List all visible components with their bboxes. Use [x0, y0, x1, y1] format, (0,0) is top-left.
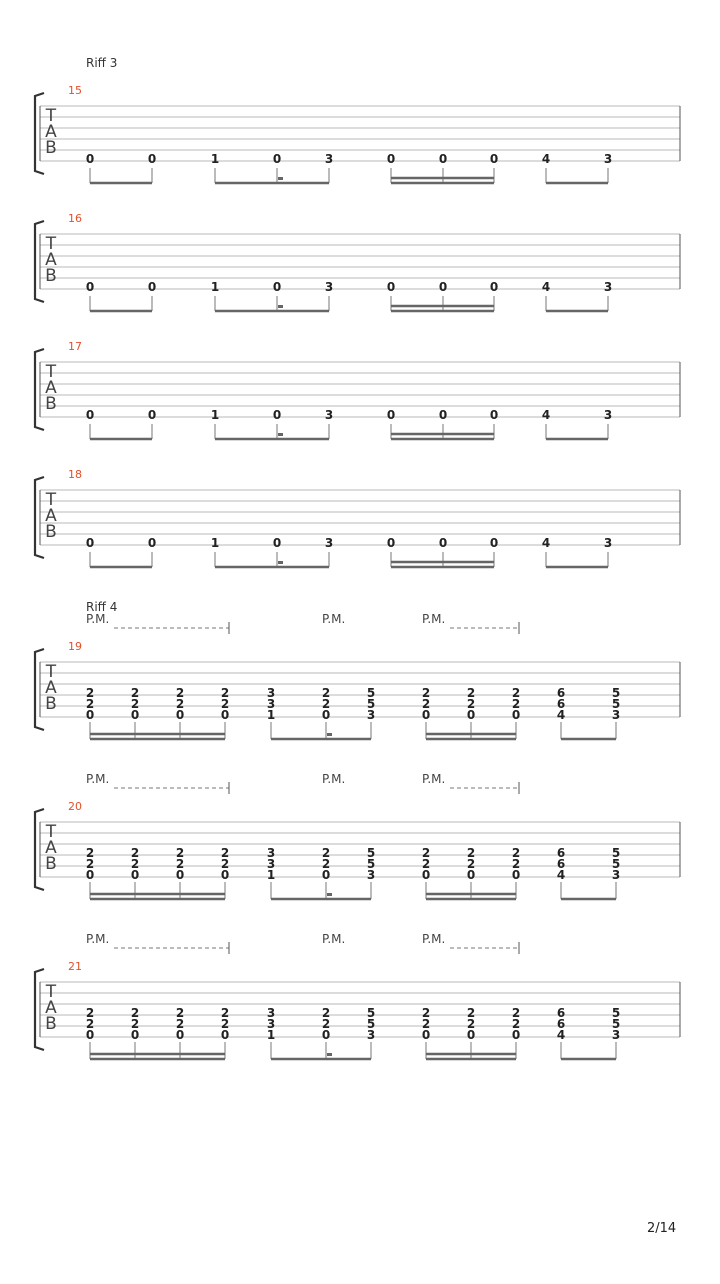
tab-letter: T: [45, 106, 57, 126]
fret-number: 3: [603, 280, 613, 294]
fret-number: 3: [324, 280, 334, 294]
chord-fret-number: 6: [556, 686, 566, 700]
tab-letter: T: [45, 662, 57, 682]
fret-number: 0: [438, 408, 448, 422]
chord-fret-number: 0: [321, 868, 331, 882]
tab-letter: T: [45, 822, 57, 842]
chord-fret-number: 0: [511, 708, 521, 722]
fret-number: 0: [85, 280, 95, 294]
palm-mute-label: P.M.: [86, 932, 110, 946]
palm-mute-label: P.M.: [322, 612, 346, 626]
fret-number: 0: [438, 536, 448, 550]
fret-number: 0: [147, 536, 157, 550]
chord-fret-number: 2: [511, 686, 521, 700]
chord-fret-number: 2: [421, 846, 431, 860]
chord-fret-number: 0: [130, 1028, 140, 1042]
chord-fret-number: 6: [556, 1006, 566, 1020]
fret-number: 0: [386, 280, 396, 294]
tab-letter: B: [45, 522, 57, 542]
chord-fret-number: 2: [511, 697, 521, 711]
rhythm-dot: [327, 733, 332, 736]
fret-number: 3: [324, 152, 334, 166]
fret-number: 1: [210, 280, 220, 294]
fret-number: 0: [489, 536, 499, 550]
chord-fret-number: 2: [511, 846, 521, 860]
fret-number: 3: [603, 152, 613, 166]
chord-fret-number: 6: [556, 857, 566, 871]
fret-number: 1: [210, 408, 220, 422]
chord-fret-number: 2: [466, 1006, 476, 1020]
fret-number: 3: [324, 408, 334, 422]
measure-number: 16: [68, 212, 82, 225]
chord-fret-number: 2: [175, 1017, 185, 1031]
chord-fret-number: 1: [266, 708, 276, 722]
chord-fret-number: 2: [220, 846, 230, 860]
fret-number: 0: [272, 152, 282, 166]
fret-number: 0: [386, 408, 396, 422]
chord-fret-number: 2: [511, 857, 521, 871]
tab-letter: A: [45, 378, 57, 398]
chord-fret-number: 0: [175, 1028, 185, 1042]
chord-fret-number: 0: [85, 708, 95, 722]
tab-letter: T: [45, 234, 57, 254]
page-number: 2/14: [647, 1221, 677, 1236]
chord-fret-number: 2: [321, 846, 331, 860]
chord-fret-number: 2: [175, 686, 185, 700]
chord-fret-number: 0: [85, 1028, 95, 1042]
chord-fret-number: 1: [266, 868, 276, 882]
tab-letter: T: [45, 490, 57, 510]
chord-fret-number: 4: [556, 868, 566, 882]
chord-fret-number: 5: [366, 846, 376, 860]
palm-mute-label: P.M.: [422, 932, 446, 946]
fret-number: 0: [147, 280, 157, 294]
chord-fret-number: 2: [130, 697, 140, 711]
chord-fret-number: 5: [611, 1006, 621, 1020]
chord-fret-number: 2: [130, 1017, 140, 1031]
fret-number: 0: [85, 152, 95, 166]
chord-fret-number: 5: [366, 1017, 376, 1031]
chord-fret-number: 0: [466, 708, 476, 722]
fret-number: 0: [85, 408, 95, 422]
fret-number: 3: [603, 408, 613, 422]
fret-number: 0: [438, 152, 448, 166]
fret-number: 3: [603, 536, 613, 550]
chord-fret-number: 2: [511, 1017, 521, 1031]
chord-fret-number: 2: [421, 857, 431, 871]
measure-number: 15: [68, 84, 82, 97]
chord-fret-number: 5: [611, 686, 621, 700]
chord-fret-number: 0: [421, 708, 431, 722]
chord-fret-number: 0: [466, 868, 476, 882]
chord-fret-number: 2: [321, 857, 331, 871]
tab-letter: A: [45, 678, 57, 698]
fret-number: 0: [272, 280, 282, 294]
fret-number: 1: [210, 536, 220, 550]
chord-fret-number: 4: [556, 708, 566, 722]
chord-fret-number: 0: [466, 1028, 476, 1042]
fret-number: 4: [541, 152, 551, 166]
fret-number: 4: [541, 280, 551, 294]
chord-fret-number: 5: [366, 1006, 376, 1020]
chord-fret-number: 3: [266, 1017, 276, 1031]
fret-number: 0: [272, 408, 282, 422]
chord-fret-number: 2: [511, 1006, 521, 1020]
tab-letter: T: [45, 362, 57, 382]
chord-fret-number: 6: [556, 697, 566, 711]
chord-fret-number: 2: [85, 1006, 95, 1020]
chord-fret-number: 2: [130, 857, 140, 871]
chord-fret-number: 0: [220, 1028, 230, 1042]
chord-fret-number: 3: [266, 857, 276, 871]
chord-fret-number: 2: [220, 697, 230, 711]
tab-letter: B: [45, 694, 57, 714]
chord-fret-number: 2: [321, 697, 331, 711]
chord-fret-number: 2: [466, 686, 476, 700]
chord-fret-number: 5: [611, 857, 621, 871]
chord-fret-number: 2: [421, 1017, 431, 1031]
rhythm-dot: [278, 433, 283, 436]
rhythm-dot: [327, 1053, 332, 1056]
chord-fret-number: 2: [421, 697, 431, 711]
tab-letter: A: [45, 506, 57, 526]
chord-fret-number: 2: [85, 686, 95, 700]
chord-fret-number: 3: [266, 697, 276, 711]
chord-fret-number: 2: [130, 686, 140, 700]
palm-mute-label: P.M.: [86, 772, 110, 786]
chord-fret-number: 2: [175, 846, 185, 860]
chord-fret-number: 2: [175, 697, 185, 711]
tab-letter: A: [45, 250, 57, 270]
chord-fret-number: 0: [130, 708, 140, 722]
fret-number: 0: [489, 152, 499, 166]
chord-fret-number: 6: [556, 1017, 566, 1031]
chord-fret-number: 2: [421, 686, 431, 700]
tab-letter: B: [45, 138, 57, 158]
tab-letter: T: [45, 982, 57, 1002]
measure-number: 18: [68, 468, 82, 481]
fret-number: 0: [272, 536, 282, 550]
fret-number: 0: [386, 152, 396, 166]
palm-mute-label: P.M.: [86, 612, 110, 626]
chord-fret-number: 2: [175, 857, 185, 871]
tab-letter: B: [45, 1014, 57, 1034]
chord-fret-number: 0: [511, 1028, 521, 1042]
chord-fret-number: 5: [366, 697, 376, 711]
tab-letter: A: [45, 998, 57, 1018]
chord-fret-number: 0: [175, 708, 185, 722]
palm-mute-label: P.M.: [322, 932, 346, 946]
chord-fret-number: 0: [175, 868, 185, 882]
chord-fret-number: 0: [321, 708, 331, 722]
riff-4-label: Riff 4: [86, 600, 118, 614]
chord-fret-number: 5: [366, 686, 376, 700]
chord-fret-number: 3: [611, 868, 621, 882]
fret-number: 0: [147, 152, 157, 166]
tab-letter: B: [45, 394, 57, 414]
chord-fret-number: 2: [466, 1017, 476, 1031]
chord-fret-number: 2: [175, 1006, 185, 1020]
chord-fret-number: 2: [130, 1006, 140, 1020]
tab-letter: B: [45, 266, 57, 286]
chord-fret-number: 2: [321, 686, 331, 700]
riff-3-label: Riff 3: [86, 56, 118, 70]
fret-number: 3: [324, 536, 334, 550]
chord-fret-number: 2: [321, 1006, 331, 1020]
chord-fret-number: 2: [466, 697, 476, 711]
tab-letter: B: [45, 854, 57, 874]
fret-number: 0: [438, 280, 448, 294]
palm-mute-label: P.M.: [422, 612, 446, 626]
chord-fret-number: 3: [266, 846, 276, 860]
chord-fret-number: 2: [130, 846, 140, 860]
chord-fret-number: 5: [611, 697, 621, 711]
measure-number: 20: [68, 800, 82, 813]
palm-mute-label: P.M.: [422, 772, 446, 786]
fret-number: 0: [386, 536, 396, 550]
chord-fret-number: 2: [421, 1006, 431, 1020]
fret-number: 0: [489, 280, 499, 294]
chord-fret-number: 3: [611, 708, 621, 722]
chord-fret-number: 0: [511, 868, 521, 882]
fret-number: 0: [489, 408, 499, 422]
chord-fret-number: 2: [85, 846, 95, 860]
chord-fret-number: 0: [421, 868, 431, 882]
chord-fret-number: 2: [220, 1006, 230, 1020]
chord-fret-number: 2: [220, 857, 230, 871]
rhythm-dot: [278, 561, 283, 564]
chord-fret-number: 3: [366, 1028, 376, 1042]
chord-fret-number: 2: [466, 857, 476, 871]
chord-fret-number: 2: [321, 1017, 331, 1031]
chord-fret-number: 2: [220, 686, 230, 700]
rhythm-dot: [278, 177, 283, 180]
tab-letter: A: [45, 122, 57, 142]
chord-fret-number: 0: [220, 708, 230, 722]
chord-fret-number: 5: [611, 1017, 621, 1031]
fret-number: 1: [210, 152, 220, 166]
chord-fret-number: 2: [466, 846, 476, 860]
chord-fret-number: 0: [421, 1028, 431, 1042]
measure-number: 21: [68, 960, 82, 973]
measure-number: 17: [68, 340, 82, 353]
chord-fret-number: 3: [611, 1028, 621, 1042]
chord-fret-number: 5: [366, 857, 376, 871]
rhythm-dot: [327, 893, 332, 896]
chord-fret-number: 2: [220, 1017, 230, 1031]
fret-number: 0: [85, 536, 95, 550]
chord-fret-number: 3: [366, 708, 376, 722]
chord-fret-number: 2: [85, 697, 95, 711]
chord-fret-number: 6: [556, 846, 566, 860]
chord-fret-number: 0: [85, 868, 95, 882]
chord-fret-number: 0: [220, 868, 230, 882]
chord-fret-number: 3: [366, 868, 376, 882]
chord-fret-number: 0: [321, 1028, 331, 1042]
chord-fret-number: 3: [266, 1006, 276, 1020]
rhythm-dot: [278, 305, 283, 308]
palm-mute-label: P.M.: [322, 772, 346, 786]
chord-fret-number: 1: [266, 1028, 276, 1042]
measure-number: 19: [68, 640, 82, 653]
chord-fret-number: 2: [85, 1017, 95, 1031]
tab-letter: A: [45, 838, 57, 858]
chord-fret-number: 5: [611, 846, 621, 860]
fret-number: 4: [541, 408, 551, 422]
chord-fret-number: 4: [556, 1028, 566, 1042]
chord-fret-number: 2: [85, 857, 95, 871]
fret-number: 4: [541, 536, 551, 550]
chord-fret-number: 3: [266, 686, 276, 700]
chord-fret-number: 0: [130, 868, 140, 882]
fret-number: 0: [147, 408, 157, 422]
